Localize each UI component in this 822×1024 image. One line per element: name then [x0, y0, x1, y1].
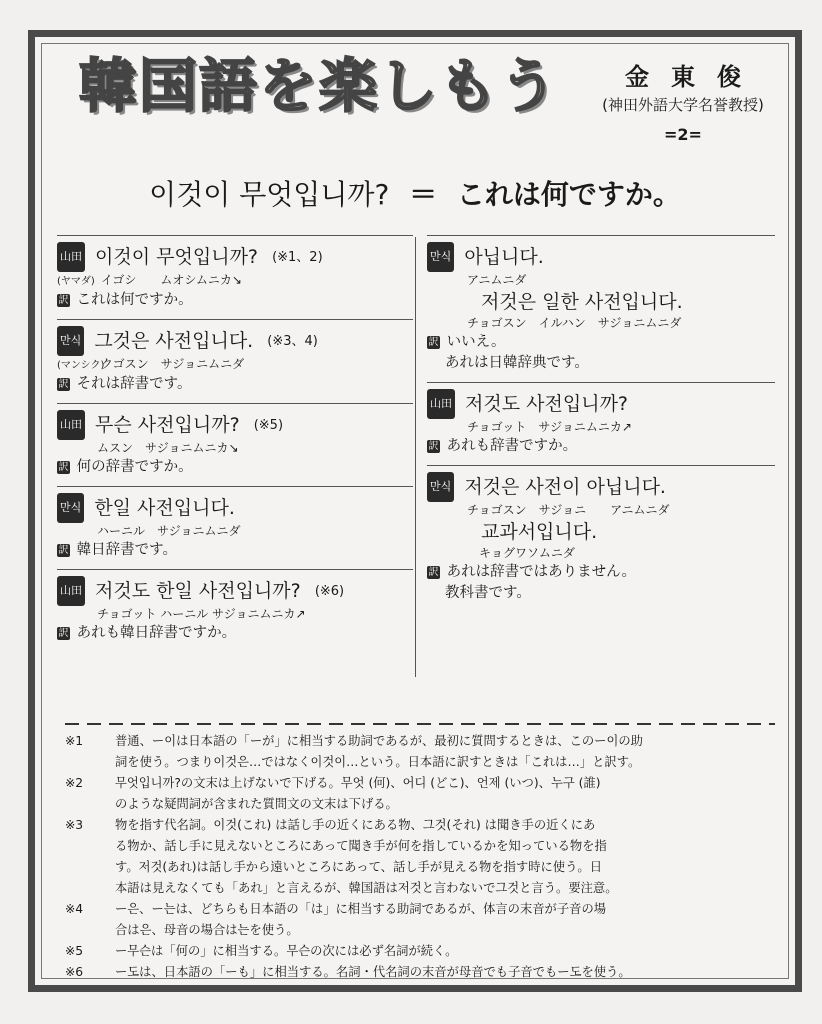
translation-icon: 訳 [428, 567, 439, 578]
kana-reading: アニムニダ [467, 273, 527, 287]
lesson-headline [65, 173, 765, 213]
note-reference: (※6) [314, 584, 345, 599]
footnote [65, 773, 775, 815]
footnotes [65, 731, 775, 983]
dialogue-line [57, 569, 413, 652]
footnote [65, 962, 775, 983]
speaker-badge: 山田 [57, 576, 85, 606]
speaker-badge: 만식 [57, 493, 84, 523]
footnote-text: 物を指す代名詞。이것(これ) は話し手の近くにある物、그것(それ) は聞き手の近くにあ [115, 818, 596, 832]
korean-sentence: 그것은 사전입니다. [94, 330, 254, 352]
footnote-text: ー무슨は「何の」に相当する。무슨の次には必ず名詞が続く。 [115, 944, 458, 958]
footnote-text: る物か、話し手に見えないところにあって聞き手が何を指しているかを知っている物を指 [115, 839, 607, 853]
kana-reading: ムスン サジョニムニカ↘ [97, 441, 239, 455]
kana-reading: ハーニル サジョニムニダ [97, 524, 241, 538]
dialogue-right-column [427, 235, 775, 612]
kana-reading: チョゴット ハーニル サジョニムニカ↗ [97, 607, 306, 621]
author-name: 金東俊 [625, 63, 763, 91]
dialogue-line [57, 486, 413, 569]
japanese-translation: 教科書です。 [445, 585, 531, 601]
korean-sentence: 저것도 한일 사전입니까? [95, 580, 301, 602]
footnote-text: す。저것(あれ)は話し手から遠いところにあって、話し手が見える物を指す時に使う。日 [115, 860, 602, 874]
footnote-number: ※3 [65, 818, 84, 832]
notes-separator [65, 723, 775, 725]
korean-sentence: 아닙니다. [464, 246, 544, 268]
dialogue-line [57, 319, 413, 403]
speaker-badge: 山田 [427, 389, 455, 419]
speaker-badge: 만식 [57, 326, 84, 356]
kana-reading: クゴスン サジョニムニダ [100, 357, 245, 371]
series-logo: 韓国語を楽しもう [79, 52, 560, 120]
article-frame [28, 30, 802, 992]
japanese-translation: これは何ですか。 [76, 292, 193, 308]
translation-icon: 訳 [58, 545, 69, 556]
footnote [65, 731, 775, 773]
kana-name-prefix: (ヤマダ) [57, 276, 95, 287]
korean-sentence: 저것은 일한 사전입니다. [481, 291, 683, 313]
note-reference: (※5) [253, 418, 284, 433]
note-reference: (※1、2) [272, 250, 323, 265]
footnote-text: のような疑問詞が含まれた質問文の文末は下げる。 [115, 797, 398, 811]
translation-icon: 訳 [428, 441, 439, 452]
column-divider [415, 237, 416, 677]
headline-equals: ＝ [409, 178, 438, 211]
speaker-badge: 만식 [427, 472, 454, 502]
translation-icon: 訳 [428, 337, 439, 348]
japanese-translation: それは辞書です。 [76, 376, 192, 392]
japanese-translation: 韓日辞書です。 [76, 542, 177, 558]
korean-sentence: 저것도 사전입니까? [465, 393, 629, 415]
japanese-translation: あれも韓日辞書ですか。 [76, 625, 237, 641]
footnote-number: ※5 [65, 944, 84, 958]
korean-sentence: 교과서입니다. [481, 521, 598, 543]
dialogue-line [57, 235, 413, 319]
footnote-number: ※1 [65, 734, 84, 748]
japanese-translation: あれは日韓辞典です。 [445, 355, 589, 371]
kana-reading: チョゴスン サジョニ アニムニダ [467, 503, 670, 517]
footnote [65, 941, 775, 962]
translation-icon: 訳 [58, 628, 69, 639]
speaker-badge: 山田 [57, 410, 85, 440]
translation-icon: 訳 [58, 295, 69, 306]
footnote-number: ※4 [65, 902, 84, 916]
speaker-badge: 만식 [427, 242, 454, 272]
author-block [583, 57, 783, 144]
korean-sentence: 무슨 사전입니까? [95, 414, 240, 436]
footnote [65, 815, 775, 899]
part-number: =2= [664, 125, 702, 144]
japanese-translation: あれは辞書ではありません。 [446, 564, 636, 580]
note-reference: (※3、4) [267, 334, 318, 349]
kana-reading: イゴシ ムオシムニカ↘ [100, 273, 242, 287]
footnote-text: 本語は見えなくても「あれ」と言えるが、韓国語は저것と言わないで그것と言う。要注意。 [115, 881, 618, 895]
headline-japanese: これは何ですか。 [456, 178, 681, 211]
footnote-text: 무엇입니까?の文末は上げないで下げる。무엇 (何)、어디 (どこ)、언제 (いつ)、누구 (誰) [115, 776, 601, 790]
translation-icon: 訳 [58, 379, 69, 390]
kana-reading: キョグワソムニダ [479, 546, 575, 560]
korean-sentence: 저것은 사전이 아닙니다. [464, 476, 666, 498]
dialogue-left-column [57, 235, 413, 652]
translation-icon: 訳 [58, 462, 69, 473]
kana-name-prefix: (マンシク) [57, 360, 105, 371]
dialogue-line [427, 465, 775, 612]
author-title: (神田外語大学名誉教授) [602, 96, 764, 114]
korean-sentence: 한일 사전입니다. [94, 497, 235, 519]
footnote-text: ー은、ー는は、どちらも日本語の「は」に相当する助詞であるが、体言の末音が子音の場 [115, 902, 607, 916]
dialogue-line [427, 235, 775, 382]
footnote-text: 普通、ー이は日本語の「ーが」に相当する助詞であるが、最初に質問するときは、このー이の助 [115, 734, 643, 748]
korean-sentence: 이것이 무엇입니까? [95, 246, 259, 268]
japanese-translation: あれも辞書ですか。 [446, 438, 578, 454]
footnote-number: ※2 [65, 776, 84, 790]
footnote-text: 詞を使う。つまり이것은…ではなく이것이…という。日本語に訳すときは「これは…」と訳す。 [115, 755, 641, 769]
footnote-text: 合は은、母音の場合は는を使う。 [115, 923, 299, 937]
kana-reading: チョゴスン イルハン サジョニムニダ [467, 316, 682, 330]
kana-reading: チョゴット サジョニムニカ↗ [467, 420, 632, 434]
dialogue-line [57, 403, 413, 486]
japanese-translation: いいえ。 [446, 334, 506, 350]
footnote-number: ※6 [65, 965, 84, 979]
footnote-text: ー도は、日本語の「ーも」に相当する。名詞・代名詞の末音が母音でも子音でもー도を使う。 [115, 965, 631, 979]
headline-korean: 이것이 무엇입니까? [149, 178, 390, 211]
footnote [65, 899, 775, 941]
speaker-badge: 山田 [57, 242, 85, 272]
japanese-translation: 何の辞書ですか。 [76, 459, 193, 475]
dialogue-line [427, 382, 775, 465]
